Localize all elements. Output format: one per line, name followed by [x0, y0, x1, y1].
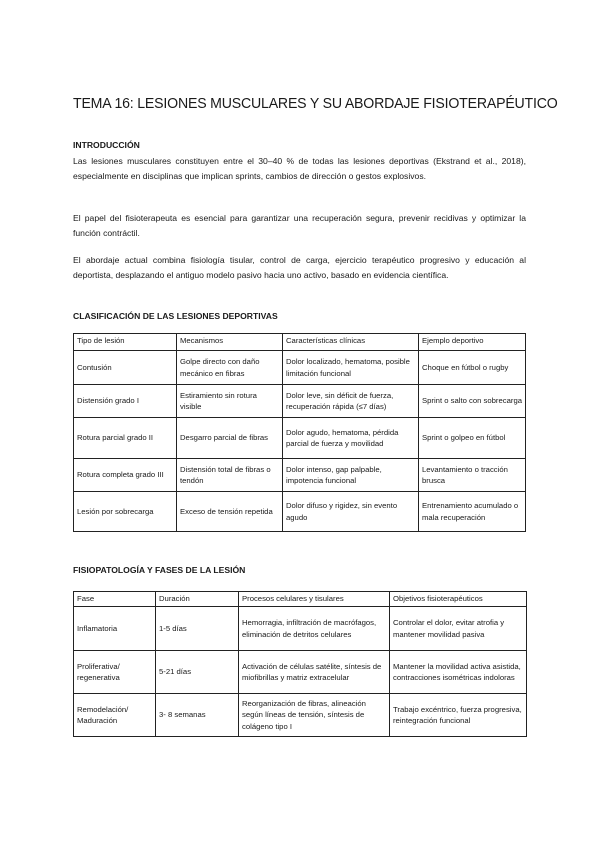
table-cell: Sprint o golpeo en fútbol: [419, 418, 526, 459]
table-cell: Hemorragia, infiltración de macrófagos, eliminación de detritos celulares: [239, 607, 390, 651]
table-cell: Reorganización de fibras, alineación según líneas de tensión, síntesis de colágeno tipo I: [239, 694, 390, 737]
table-cell: Desgarro parcial de fibras: [177, 418, 283, 459]
intro-paragraph-1: Las lesiones musculares constituyen entre el 30–40 % de todas las lesiones deportivas (Ekstrand et al., 2018), especialmente en disciplinas que implican sprints, cambios de dirección o gestos explosivos.: [73, 156, 526, 181]
table-cell: Dolor localizado, hematoma, posible limitación funcional: [283, 351, 419, 385]
table-row: [74, 694, 527, 737]
table-row: [74, 607, 527, 651]
column-header: Características clínicas: [283, 334, 419, 351]
table-cell: Rotura completa grado III: [74, 459, 177, 492]
table-cell: Distensión total de fibras o tendón: [177, 459, 283, 492]
column-header: Mecanismos: [177, 334, 283, 351]
table-cell: Choque en fútbol o rugby: [419, 351, 526, 385]
table-cell: Remodelación/ Maduración: [74, 694, 156, 737]
column-header: Duración: [156, 592, 239, 607]
intro-paragraph-3: El abordaje actual combina fisiología tisular, control de carga, ejercicio terapéutico progresivo y educación al deportista, desplazando el antiguo modelo pasivo hacia uno activo, basado en evidencia científica.: [73, 255, 526, 280]
physiopathology-heading: FISIOPATOLOGÍA Y FASES DE LA LESIÓN: [73, 565, 246, 575]
table-cell: Estiramiento sin rotura visible: [177, 385, 283, 418]
table-cell: 1-5 días: [156, 607, 239, 651]
table-cell: Proliferativa/ regenerativa: [74, 651, 156, 694]
table-cell: Inflamatoria: [74, 607, 156, 651]
table-cell: Contusión: [74, 351, 177, 385]
column-header: Procesos celulares y tisulares: [239, 592, 390, 607]
phases-table: [73, 591, 527, 737]
column-header: Ejemplo deportivo: [419, 334, 526, 351]
classification-table: [73, 333, 526, 532]
table-cell: Golpe directo con daño mecánico en fibras: [177, 351, 283, 385]
table-header-row: [74, 334, 526, 351]
table-cell: Exceso de tensión repetida: [177, 492, 283, 532]
table-row: [74, 492, 526, 532]
table-cell: Mantener la movilidad activa asistida, contracciones isométricas indoloras: [390, 651, 527, 694]
page-title: TEMA 16: LESIONES MUSCULARES Y SU ABORDAJE FISIOTERAPÉUTICO: [73, 95, 558, 112]
table-cell: Entrenamiento acumulado o mala recuperación: [419, 492, 526, 532]
table-cell: 5-21 días: [156, 651, 239, 694]
table-row: [74, 351, 526, 385]
table-header-row: [74, 592, 527, 607]
table-row: [74, 418, 526, 459]
table-cell: Activación de células satélite, síntesis de miofibrillas y matriz extracelular: [239, 651, 390, 694]
table-cell: Rotura parcial grado II: [74, 418, 177, 459]
intro-paragraph-2: El papel del fisioterapeuta es esencial para garantizar una recuperación segura, prevenir recidivas y optimizar la función contráctil.: [73, 213, 526, 238]
table-row: [74, 459, 526, 492]
table-cell: Levantamiento o tracción brusca: [419, 459, 526, 492]
table-cell: Dolor leve, sin déficit de fuerza, recuperación rápida (≤7 días): [283, 385, 419, 418]
table-cell: Trabajo excéntrico, fuerza progresiva, reintegración funcional: [390, 694, 527, 737]
classification-heading: CLASIFICACIÓN DE LAS LESIONES DEPORTIVAS: [73, 311, 278, 321]
table-cell: Dolor intenso, gap palpable, impotencia funcional: [283, 459, 419, 492]
table-cell: Distensión grado I: [74, 385, 177, 418]
intro-heading: INTRODUCCIÓN: [73, 140, 140, 150]
column-header: Tipo de lesión: [74, 334, 177, 351]
table-cell: Dolor agudo, hematoma, pérdida parcial de fuerza y movilidad: [283, 418, 419, 459]
column-header: Fase: [74, 592, 156, 607]
table-row: [74, 651, 527, 694]
table-cell: Dolor difuso y rigidez, sin evento agudo: [283, 492, 419, 532]
table-row: [74, 385, 526, 418]
table-cell: Sprint o salto con sobrecarga: [419, 385, 526, 418]
column-header: Objetivos fisioterapéuticos: [390, 592, 527, 607]
table-cell: 3- 8 semanas: [156, 694, 239, 737]
table-cell: Controlar el dolor, evitar atrofia y mantener movilidad pasiva: [390, 607, 527, 651]
table-cell: Lesión por sobrecarga: [74, 492, 177, 532]
